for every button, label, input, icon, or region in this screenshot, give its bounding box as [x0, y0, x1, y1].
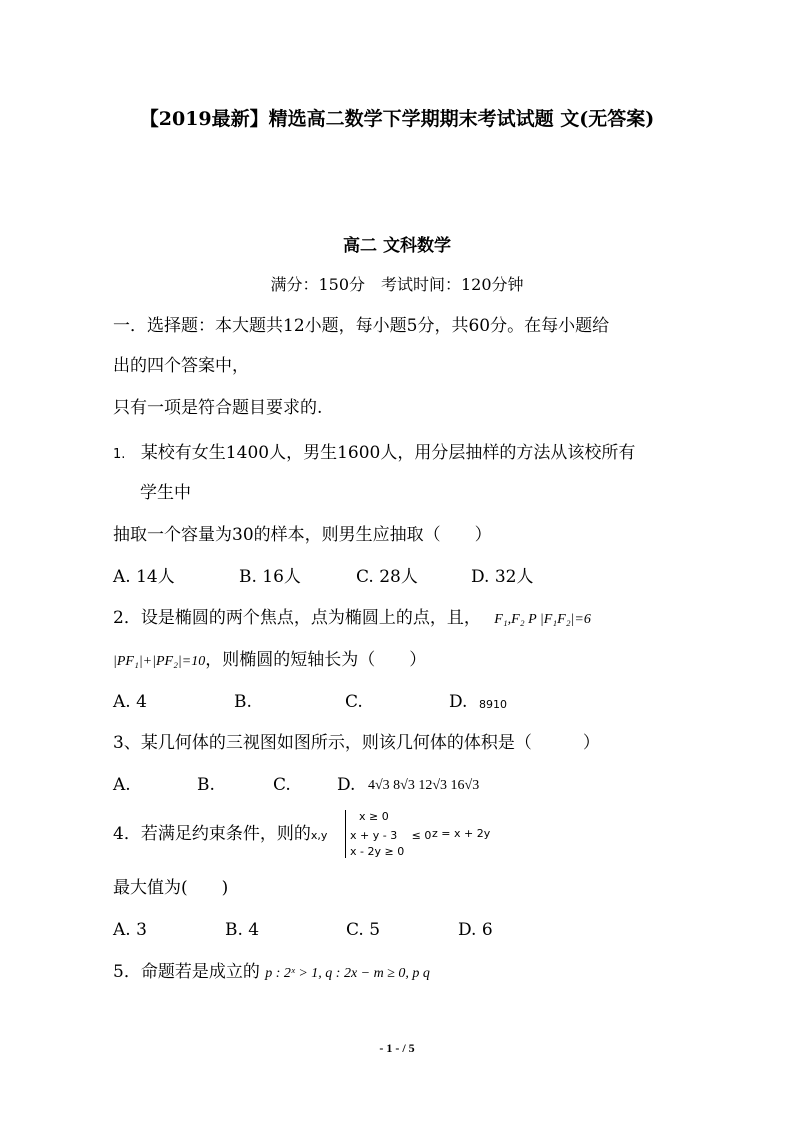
- q1-line1: [113, 441, 635, 467]
- q3-option-d[interactable]: D.: [337, 775, 356, 795]
- q2-text-line2: ，则椭圆的短轴长为（ ）: [205, 650, 427, 670]
- q1-number: 1.: [113, 447, 126, 462]
- q2-option-d[interactable]: D.: [449, 692, 468, 712]
- q4-option-a[interactable]: A. 3: [113, 920, 147, 940]
- score-and-time: 满分：150分 考试时间：120分钟: [270, 275, 524, 294]
- q4-text: 4．若满足约束条件，则的: [113, 824, 311, 844]
- q1-option-a[interactable]: A. 14人: [113, 567, 175, 587]
- q2-line2: [113, 648, 426, 674]
- q3-option-c[interactable]: C.: [273, 775, 291, 795]
- q2-option-values: 8910: [479, 698, 507, 711]
- section1-line2: 出的四个答案中，: [113, 356, 249, 376]
- q3-option-a[interactable]: A.: [113, 775, 131, 795]
- q2-math-line2: |PF₁|+|PF₂|=10: [113, 654, 206, 669]
- q5-math: p : 2ˣ > 1, q : 2x − m ≥ 0, p q: [265, 966, 430, 981]
- q1-option-d[interactable]: D. 32人: [471, 567, 534, 587]
- q2-line1: [113, 606, 591, 632]
- q1-text: 某校有女生1400人，男生1600人，用分层抽样的方法从该校所有: [140, 443, 636, 463]
- q5-line1: [113, 960, 430, 986]
- q4-constraint-2: x + y - 3 ≤ 0: [350, 829, 432, 842]
- q3-option-b[interactable]: B.: [197, 775, 215, 795]
- q4-constraint-1: x ≥ 0: [359, 810, 389, 823]
- page-footer: - 1 - / 5: [379, 1041, 415, 1055]
- q1-option-c[interactable]: C. 28人: [356, 567, 418, 587]
- q4-option-b[interactable]: B. 4: [225, 920, 260, 940]
- q2-option-c[interactable]: C.: [345, 692, 363, 712]
- q3-line1: 3、某几何体的三视图如图所示，则该几何体的体积是（ ）: [113, 733, 600, 753]
- q2-math-inline: F₁,F₂ P |F₁F₂|=6: [494, 612, 591, 627]
- q2-text: 2．设是椭圆的两个焦点，点为椭圆上的点，且，: [113, 608, 481, 628]
- q4-constraint-3: x - 2y ≥ 0: [350, 845, 405, 858]
- q4-vars: x,y: [310, 829, 328, 842]
- q5-text: 5．命题若是成立的: [113, 962, 260, 982]
- q2-option-b[interactable]: B.: [234, 692, 252, 712]
- exam-subtitle: 高二 文科数学: [343, 236, 451, 256]
- q4-option-d[interactable]: D. 6: [458, 920, 493, 940]
- q1-option-b[interactable]: B. 16人: [239, 567, 301, 587]
- q1-line2: 学生中: [140, 483, 191, 503]
- q3-option-values: 4√3 8√3 12√3 16√3: [368, 778, 480, 793]
- q4-line2: 最大值为( ): [113, 878, 229, 898]
- q4-objective: z = x + 2y: [432, 827, 491, 840]
- q2-option-a[interactable]: A. 4: [113, 692, 147, 712]
- document-title: 【2019最新】精选高二数学下学期期末考试试题 文(无答案): [139, 108, 655, 130]
- section1-line3: 只有一项是符合题目要求的.: [113, 398, 323, 418]
- section1-line1: 一．选择题：本大题共12小题，每小题5分，共60分。在每小题给: [113, 316, 610, 336]
- q4-option-c[interactable]: C. 5: [346, 920, 381, 940]
- q1-line3: 抽取一个容量为30的样本，则男生应抽取（ ）: [113, 525, 492, 545]
- q4-line1: [113, 822, 327, 848]
